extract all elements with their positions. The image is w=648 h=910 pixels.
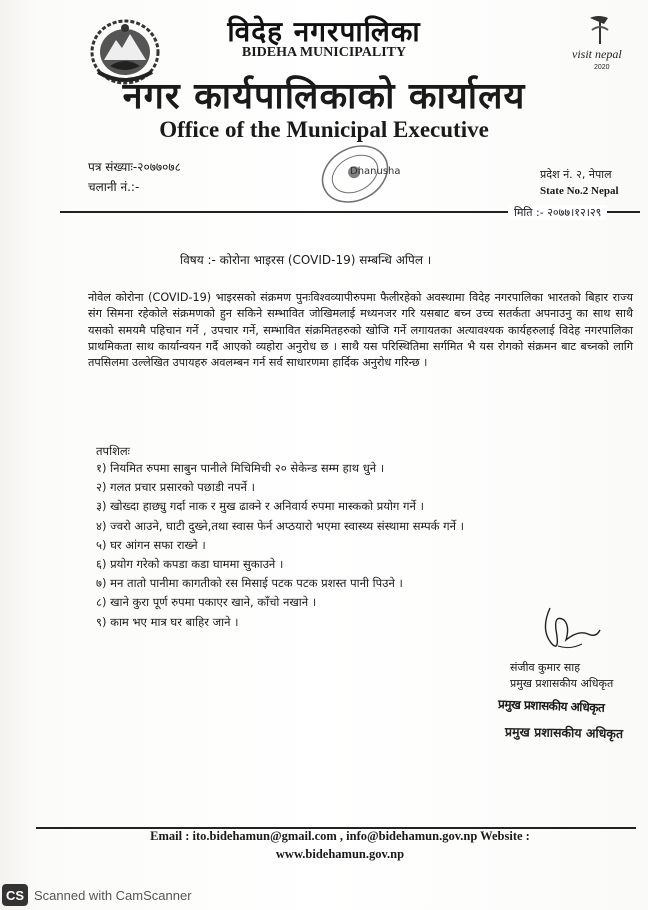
list-item: १) नियमित रुपमा साबुन पानीले मिचिमिची २० सेकेन्ड सम्म हाथ धुने ।	[96, 461, 385, 475]
state-block	[540, 166, 619, 200]
municipality-title-english: BIDEHA MUNICIPALITY	[241, 45, 407, 60]
precaution-list	[96, 459, 464, 632]
designation-seal-1: प्रमुख प्रशासकीय अधिकृत	[497, 697, 605, 715]
signatory-designation: प्रमुख प्रशासकीय अधिकृत	[510, 677, 614, 690]
reference-block	[88, 157, 181, 197]
list-item: ४) ज्वरो आउने, घाटी दुख्ने,तथा स्वास फेर्न अप्ठयारो भएमा स्वास्थ्य संस्थामा सम्पर्क गर्ने ।	[96, 518, 465, 533]
office-title-nepali: नगर कार्यपालिकाको कार्यालय	[122, 75, 526, 117]
letter-date: मिति :- २०७७।१२।२९	[508, 205, 607, 220]
list-item: ७) मन तातो पानीमा कागतीको रस मिसाई पटक पटक प्रशस्त पानी पिउने ।	[96, 576, 403, 591]
office-title-english: Office of the Municipal Executive	[159, 117, 489, 142]
list-item: ५) घर आंगन सफा राख्ने ।	[96, 537, 206, 552]
list-item: ९) काम भए मात्र घर बाहिर जाने ।	[96, 614, 239, 629]
designation-seal-2: प्रमुख प्रशासकीय अधिकृत	[504, 723, 624, 742]
camscanner-watermark	[0, 880, 210, 910]
handwritten-signature	[530, 600, 620, 660]
list-item: २) गलत प्रचार प्रसारको पछाडी नपर्ने ।	[96, 480, 255, 495]
list-item: ३) खोख्दा हाछ्यु गर्दा नाक र मुख ढाक्ने र अनिवार्य रुपमा मास्कको प्रयोग गर्ने ।	[96, 499, 424, 514]
footer-email-line: Email : ito.bidehamun@gmail.com , info@bidehamun.gov.np Website :	[150, 829, 530, 843]
visit-nepal-year: 2020	[594, 64, 610, 71]
list-item: ६) प्रयोग गरेको कपडा कडा घाममा सुकाउने ।	[96, 557, 284, 572]
letter-subject: विषय :- कोरोना भाइरस (COVID-19) सम्बन्धि अपिल ।	[180, 253, 432, 267]
footer-website-line: www.bidehamun.gov.np	[275, 847, 405, 861]
state-english: State No.2 Nepal	[540, 185, 619, 197]
stamp-text: Dhanusha	[350, 166, 401, 177]
letter-number: पत्र संख्याः-२०७७०७८	[88, 160, 181, 174]
dispatch-number: चलानी नं.:-	[88, 180, 140, 194]
footer-contact	[60, 827, 620, 863]
municipality-title-nepali: विदेह नगरपालिका	[227, 15, 421, 48]
list-heading: तपशिलः	[96, 444, 131, 458]
list-item: ८) खाने कुरा पूर्ण रुपमा पकाएर खाने, काँचो नखाने ।	[96, 595, 317, 610]
camscanner-text: Scanned with CamScanner	[34, 887, 192, 903]
signatory-block	[510, 660, 613, 692]
state-nepali: प्रदेश नं. २, नेपाल	[540, 168, 612, 181]
letter-body: नोवेल कोरोना (COVID-19) भाइरसको संक्रमण पुनःविश्वव्यापीरुपमा फैलीरहेको अवस्थामा विदेह नगरपालिका भारतको बिहार राज्य संग सिमना रहेकोले संक्रमणको हुन सकिने सम्भावित जोखिमलाई मध्यनजर गरि यसबाट बच्न उच्च सतर्कता अपनाउनु का साथ साथै यसको समयमै पहिचान गर्ने , उपचार गर्ने, सम्भावित संक्रमितहरुको खोजि गर्ने लगायतका अत्यावश्यक कार्यहरुलाई विदेह नगरपालिका प्राथमिकता साथ कार्यान्वयन गर्दै आएको व्यहोरा अनुरोध छ । साथै यस परिस्थितिमा सर्गमित भै यस रोगको संक्रमन बाट बच्नको लागि तपसिलमा उल्लेखित उपायहरु अवलम्बन गर्न सर्व साधारणमा हार्दिक अनुरोध गरिन्छ ।	[88, 291, 633, 370]
camscanner-icon: CS	[2, 884, 28, 906]
signatory-name: संजीव कुमार साह	[510, 661, 581, 674]
visit-nepal-text: visit nepal	[572, 47, 622, 61]
